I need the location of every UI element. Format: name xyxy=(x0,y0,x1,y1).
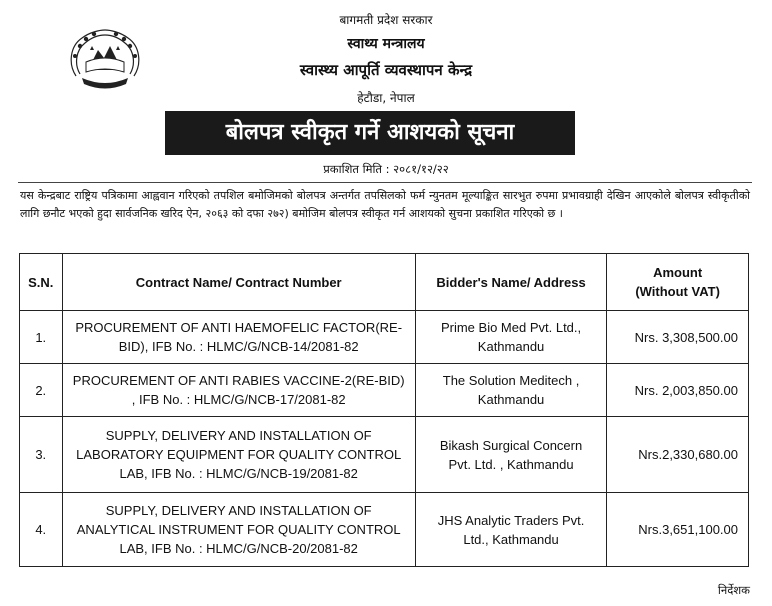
row-bidder xyxy=(415,364,606,417)
row-sn: 4. xyxy=(20,493,63,567)
bidder-line: JHS Analytic Traders Pvt. xyxy=(437,512,585,528)
header-contract: Contract Name/ Contract Number xyxy=(62,254,415,311)
row-amount: Nrs.3,651,100.00 xyxy=(607,493,749,567)
bidder-line: Kathmandu xyxy=(477,339,545,354)
row-contract xyxy=(62,311,415,364)
intro-paragraph: यस केन्द्रबाट राष्ट्रिय पत्रिकामा आह्ववान गरिएको तपशिल बमोजिमको बोलपत्र अन्तर्गत तपसिलको फर्म न्युनतम मूल्याङ्कित सारभुत रुपमा प्रभावग्राही देखिन आएकोले बोलपत्र स्वीकृतीको लागि छनौट भएको हुदा सार्वजनिक खरिद ऐन, २०६३ को दफा २७२) बमोजिम बोलपत्र स्वीकृत गर्न आशयको सुचना प्रकाशित गरिएको छ । xyxy=(20,189,750,220)
contract-line: LAB, IFB No. : HLMC/G/NCB-19/2081-82 xyxy=(119,466,358,481)
header-amount xyxy=(607,254,749,311)
row-sn: 1. xyxy=(20,311,63,364)
table-row xyxy=(20,364,749,417)
office-address: हेटौडा, नेपाल xyxy=(357,91,415,105)
table-row xyxy=(20,311,749,364)
bidder-line: Pvt. Ltd. , Kathmandu xyxy=(448,456,574,472)
bidder-line: The Solution Meditech , xyxy=(442,373,580,388)
bidder-line: Bikash Surgical Concern xyxy=(439,437,583,453)
contract-line: , IFB No. : HLMC/G/NCB-17/2081-82 xyxy=(131,392,346,407)
table-row xyxy=(20,493,749,567)
contract-line: SUPPLY, DELIVERY AND INSTALLATION OF xyxy=(105,428,372,443)
bidder-line: Ltd., Kathmandu xyxy=(463,531,559,547)
header-amount-line2: (Without VAT) xyxy=(635,284,720,299)
row-bidder xyxy=(415,417,606,493)
contract-line: LABORATORY EQUIPMENT FOR QUALITY CONTROL xyxy=(76,447,402,462)
contract-line: ANALYTICAL INSTRUMENT FOR QUALITY CONTROL xyxy=(76,522,401,537)
row-sn: 2. xyxy=(20,364,63,417)
header-sn: S.N. xyxy=(20,254,63,311)
signatory-title: निर्देशक xyxy=(717,583,750,597)
contract-line: BID), IFB No. : HLMC/G/NCB-14/2081-82 xyxy=(118,339,359,354)
bid-acceptance-table xyxy=(19,253,749,567)
row-contract xyxy=(62,417,415,493)
row-bidder xyxy=(415,311,606,364)
bidder-line: Kathmandu xyxy=(477,392,545,407)
row-amount: Nrs.2,330,680.00 xyxy=(607,417,749,493)
ministry-name: स्वाथ्य मन्त्रालय xyxy=(347,36,425,52)
row-amount: Nrs. 3,308,500.00 xyxy=(607,311,749,364)
published-date: प्रकाशित मिति : २०८१/१२/२२ xyxy=(323,162,449,176)
row-contract xyxy=(62,364,415,417)
bidder-line: Prime Bio Med Pvt. Ltd., xyxy=(440,320,582,335)
row-amount: Nrs. 2,003,850.00 xyxy=(607,364,749,417)
header-bidder: Bidder's Name/ Address xyxy=(415,254,606,311)
table-row xyxy=(20,417,749,493)
office-name: स्वास्थ्य आपूर्ति व्यवस्थापन केन्द्र xyxy=(299,61,473,79)
province-name: बागमती प्रदेश सरकार xyxy=(339,13,433,27)
row-bidder xyxy=(415,493,606,567)
contract-line: SUPPLY, DELIVERY AND INSTALLATION OF xyxy=(105,503,372,518)
contract-line: PROCUREMENT OF ANTI HAEMOFELIC FACTOR(RE- xyxy=(75,320,403,335)
contract-line: PROCUREMENT OF ANTI RABIES VACCINE-2(RE-BID) xyxy=(72,373,405,388)
contract-line: LAB, IFB No. : HLMC/G/NCB-20/2081-82 xyxy=(119,541,358,556)
divider xyxy=(18,182,752,183)
table-header-row xyxy=(20,254,749,311)
row-sn: 3. xyxy=(20,417,63,493)
header-amount-line1: Amount xyxy=(653,265,703,280)
notice-title: बोलपत्र स्वीकृत गर्ने आशयको सूचना xyxy=(165,111,575,155)
row-contract xyxy=(62,493,415,567)
